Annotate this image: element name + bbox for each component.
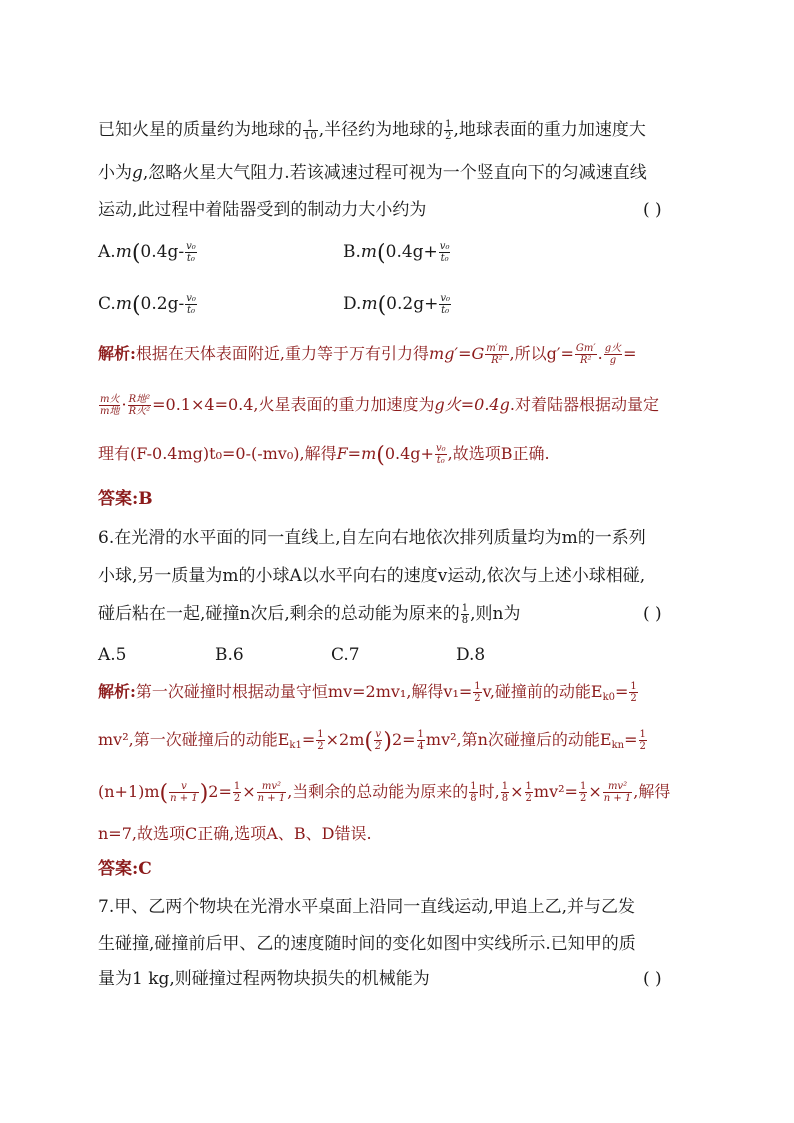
mass-symbol: m xyxy=(115,242,132,262)
text: × xyxy=(510,782,524,801)
paren-icon: ( xyxy=(377,241,386,266)
text: 已知火星的质量约为地球的 xyxy=(98,120,302,140)
answer-label: 答案: xyxy=(98,489,139,509)
denominator: g xyxy=(609,355,617,366)
denominator: t₀ xyxy=(440,253,449,264)
fraction xyxy=(525,781,533,804)
q5-option-a xyxy=(98,240,198,266)
mass-symbol: m xyxy=(115,294,132,314)
q7-line-1 xyxy=(98,895,635,919)
numerator: 1 xyxy=(630,681,637,692)
numerator: 1 xyxy=(470,781,477,792)
text: v,碰撞前的动能E xyxy=(482,682,603,701)
numerator: 1 xyxy=(579,781,587,792)
numerator: v₀ xyxy=(186,241,196,252)
q6-line-2 xyxy=(98,564,645,588)
text: ,地球表面的重力加速度大 xyxy=(453,120,646,140)
denominator: 2 xyxy=(374,741,382,752)
fraction xyxy=(316,729,324,752)
numerator: 1 xyxy=(417,729,424,740)
text: × xyxy=(588,782,602,801)
numerator: 1 xyxy=(461,603,469,614)
text: 生碰撞,碰撞前后甲、乙的速度随时间的变化如图中实线所示.已知甲的质 xyxy=(98,934,636,954)
fraction xyxy=(439,293,451,316)
operator: - xyxy=(178,294,185,314)
text: ,解得 xyxy=(633,782,671,801)
q6-analysis-line-1 xyxy=(98,680,639,710)
denominator: 2 xyxy=(525,793,532,804)
option-letter: A. xyxy=(98,242,116,262)
denominator: 2 xyxy=(639,741,646,752)
denominator: n + 1 xyxy=(170,793,198,804)
coefficient: 0.4g xyxy=(385,242,424,262)
q6-answer-bracket: ( ) xyxy=(643,604,662,624)
text: 小为 xyxy=(98,163,132,183)
numerator: 1 xyxy=(233,781,241,792)
denominator: 8 xyxy=(501,793,509,804)
denominator: R² xyxy=(579,355,592,366)
q5-analysis-line-1 xyxy=(98,342,637,366)
text: mv²= xyxy=(533,782,578,801)
fraction xyxy=(575,343,597,366)
q5-answer xyxy=(98,487,153,511)
text: 理有(F-0.4mg)t₀=0-(-mv₀),解得 xyxy=(98,444,337,463)
denominator: 2 xyxy=(233,793,241,804)
paren-icon: ( xyxy=(364,729,373,754)
text: × xyxy=(242,782,256,801)
fraction xyxy=(435,443,447,466)
text: 2= xyxy=(391,730,416,749)
denominator: t₀ xyxy=(436,455,445,466)
fraction xyxy=(639,729,647,752)
numerator: v₀ xyxy=(439,241,450,252)
text: .对着陆器根据动量定 xyxy=(509,395,659,414)
numerator: v₀ xyxy=(186,293,196,304)
text: = xyxy=(623,344,637,363)
fraction xyxy=(417,729,425,752)
numerator: 1 xyxy=(639,729,646,740)
q5-line-2 xyxy=(98,161,647,185)
fraction xyxy=(629,681,637,704)
numerator: v₀ xyxy=(435,443,446,454)
q6-answer xyxy=(98,857,152,881)
option-letter: C. xyxy=(98,294,116,314)
denominator: 10 xyxy=(304,131,317,142)
fraction xyxy=(461,603,469,626)
q6-option-b: B.6 xyxy=(215,645,244,665)
denominator: R火² xyxy=(128,406,151,417)
q7-line-2 xyxy=(98,932,636,956)
paren-icon: ) xyxy=(199,781,209,806)
denominator: n + 1 xyxy=(257,793,286,804)
text: 0.4g+ xyxy=(384,444,434,463)
text: 第一次碰撞时根据动量守恒mv=2mv₁,解得v₁= xyxy=(135,682,473,701)
subscript: k1 xyxy=(289,740,302,751)
q5-analysis-line-2 xyxy=(98,393,659,417)
text: ,忽略火星大气阻力.若该减速过程可视为一个竖直向下的匀减速直线 xyxy=(142,163,647,183)
fraction xyxy=(128,394,152,417)
numerator: 1 xyxy=(303,119,318,131)
numerator: R地² xyxy=(128,394,151,405)
fraction xyxy=(439,241,451,264)
text: 时, xyxy=(478,782,500,801)
numerator: mv² xyxy=(603,781,633,793)
text: ,当剩余的总动能为原来的 xyxy=(287,782,469,801)
numerator: g火 xyxy=(604,343,622,354)
q6-option-c: C.7 xyxy=(331,645,360,665)
denominator: 2 xyxy=(474,693,481,704)
paren-icon: ( xyxy=(131,293,141,318)
denominator: t₀ xyxy=(441,305,450,316)
numerator: m′m xyxy=(486,343,508,354)
numerator: v₀ xyxy=(440,293,450,304)
denominator: 2 xyxy=(317,741,324,752)
q6-analysis-line-3 xyxy=(98,780,670,806)
answer-value: C xyxy=(138,859,152,879)
text: · xyxy=(121,395,127,414)
text: 7.甲、乙两个物块在光滑水平桌面上沿同一直线运动,甲追上乙,并与乙发 xyxy=(98,897,636,917)
fraction xyxy=(374,729,382,752)
text: n=7,故选项C正确,选项A、B、D错误. xyxy=(98,824,372,843)
text: ,则n为 xyxy=(470,604,521,624)
q5-line-1 xyxy=(98,118,646,142)
subscript: k0 xyxy=(602,692,616,703)
text: mv²,第n次碰撞后的动能E xyxy=(425,730,612,749)
text: = xyxy=(615,682,629,701)
numerator: Gm′ xyxy=(575,343,596,354)
q7-line-3 xyxy=(98,967,430,991)
fraction xyxy=(604,343,622,366)
text: ,故选项B正确. xyxy=(447,444,550,463)
fraction xyxy=(185,241,197,264)
subscript: kn xyxy=(611,740,625,751)
text: 量为1 kg,则碰撞过程两物块损失的机械能为 xyxy=(98,969,430,989)
numerator: v xyxy=(375,729,381,740)
numerator: 1 xyxy=(474,681,481,692)
q5-option-d xyxy=(343,292,452,318)
denominator: 4 xyxy=(417,741,424,752)
denominator: R² xyxy=(491,355,503,366)
numerator: 1 xyxy=(501,781,509,792)
operator: + xyxy=(423,242,438,262)
analysis-label: 解析: xyxy=(98,682,136,701)
variable: g xyxy=(132,163,143,183)
paren-icon: ( xyxy=(377,293,387,318)
denominator: m地 xyxy=(100,406,120,417)
text: =0.1×4=0.4,火星表面的重力加速度为 xyxy=(152,395,435,414)
numerator: v xyxy=(169,781,199,793)
denominator: n + 1 xyxy=(603,793,632,804)
mass-symbol: m xyxy=(361,294,378,314)
text: 小球,另一质量为m的小球A以水平向右的速度v运动,依次与上述小球相碰, xyxy=(98,566,646,586)
text: ,所以g′= xyxy=(509,344,574,363)
paren-icon: ) xyxy=(383,729,392,754)
fraction xyxy=(579,781,587,804)
text: mv²,第一次碰撞后的动能E xyxy=(98,730,290,749)
text: ×2m xyxy=(325,730,365,749)
q5-analysis-line-3 xyxy=(98,442,550,468)
denominator: 2 xyxy=(445,131,452,142)
q5-option-b xyxy=(343,240,451,266)
paren-icon: ( xyxy=(376,443,385,468)
fraction xyxy=(501,781,509,804)
formula: mg′=G xyxy=(429,344,485,363)
text: = xyxy=(301,730,316,749)
fraction xyxy=(169,781,199,804)
q6-option-d: D.8 xyxy=(456,645,486,665)
text: 6.在光滑的水平面的同一直线上,自左向右地依次排列质量均为m的一系列 xyxy=(98,528,646,548)
numerator: 1 xyxy=(445,119,452,130)
text: 碰后粘在一起,碰撞n次后,剩余的总动能为原来的 xyxy=(98,604,460,624)
coefficient: 0.4g xyxy=(140,242,179,262)
text: ,半径约为地球的 xyxy=(318,120,444,140)
q5-answer-bracket: ( ) xyxy=(643,200,662,220)
text: (n+1)m xyxy=(98,782,160,801)
fraction xyxy=(469,781,477,804)
fraction xyxy=(473,681,481,704)
fraction xyxy=(444,119,452,142)
fraction xyxy=(603,781,633,804)
fraction xyxy=(303,119,318,142)
numerator: m火 xyxy=(100,394,120,405)
q5-option-c xyxy=(98,292,198,318)
fraction xyxy=(99,394,120,417)
mass-symbol: m xyxy=(360,242,378,262)
q6-analysis-line-2 xyxy=(98,728,648,758)
answer-value: B xyxy=(138,489,153,509)
answer-label: 答案: xyxy=(98,859,139,879)
numerator: 1 xyxy=(317,729,324,740)
q6-analysis-line-4 xyxy=(98,822,372,846)
denominator: 8 xyxy=(470,793,477,804)
paren-icon: ( xyxy=(131,241,141,266)
paren-icon: ( xyxy=(159,781,169,806)
operator: + xyxy=(424,294,439,314)
numerator: 1 xyxy=(525,781,532,792)
text: . xyxy=(597,344,603,363)
analysis-label: 解析: xyxy=(98,344,136,363)
q7-answer-bracket: ( ) xyxy=(643,969,662,989)
q6-line-1 xyxy=(98,526,646,550)
q6-option-a: A.5 xyxy=(98,645,127,665)
coefficient: 0.2g xyxy=(140,294,179,314)
formula: F=m xyxy=(336,444,377,463)
fraction xyxy=(185,293,197,316)
numerator: mv² xyxy=(257,781,287,793)
text: 运动,此过程中着陆器受到的制动力大小约为 xyxy=(98,200,427,220)
text: = xyxy=(624,730,638,749)
coefficient: 0.2g xyxy=(386,294,425,314)
option-letter: D. xyxy=(343,294,362,314)
operator: - xyxy=(178,242,185,262)
denominator: 2 xyxy=(579,793,587,804)
fraction xyxy=(257,781,287,804)
fraction xyxy=(233,781,241,804)
denominator: 2 xyxy=(630,693,637,704)
text: 根据在天体表面附近,重力等于万有引力得 xyxy=(135,344,430,363)
fraction xyxy=(485,343,508,366)
text: 2= xyxy=(208,782,232,801)
denominator: t₀ xyxy=(187,305,196,316)
denominator: 8 xyxy=(461,615,469,626)
q6-line-3 xyxy=(98,602,521,626)
option-letter: B. xyxy=(343,242,361,262)
denominator: t₀ xyxy=(186,253,195,264)
q5-line-3 xyxy=(98,198,426,222)
formula: g火=0.4g xyxy=(434,395,510,414)
